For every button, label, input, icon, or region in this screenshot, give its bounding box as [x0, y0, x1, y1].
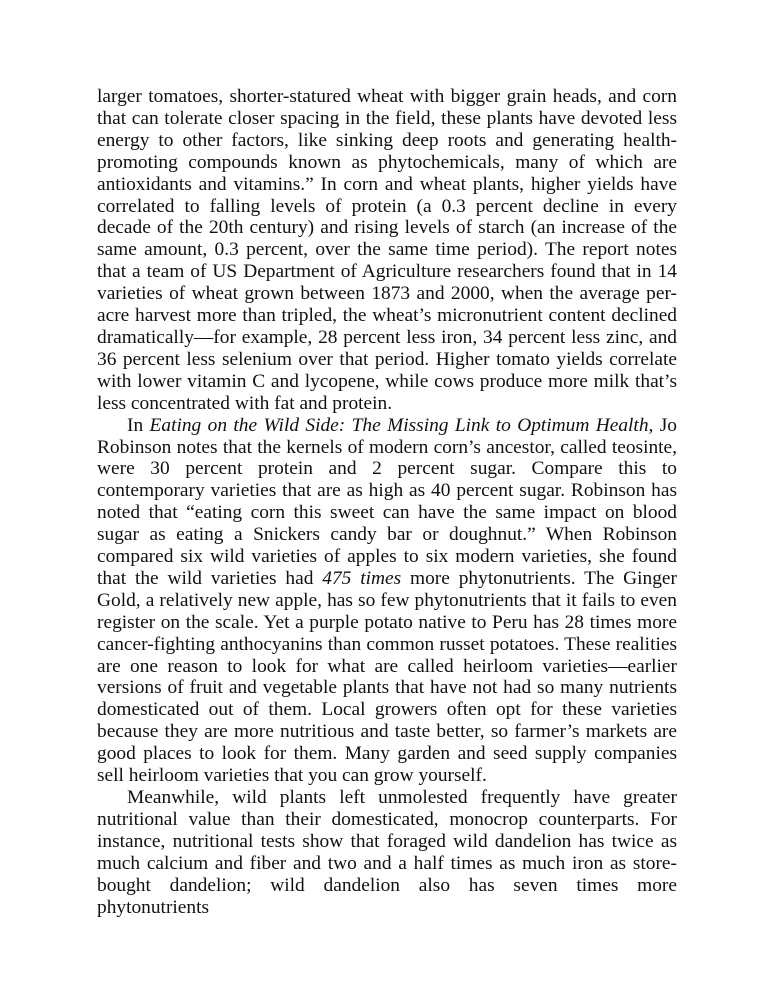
paragraph-2-text-a: In	[127, 414, 150, 436]
emphasis-475-times: 475 times	[322, 567, 402, 589]
paragraph-1-text: larger tomatoes, shorter-statured wheat with bigger grain heads, and corn that can tolerate closer spacing in the field, these plants have devoted less energy to other factors, like sinking deep roots and generating health-promoting compounds known as phytochemicals, many of which are antioxidants and vitamins.” In corn and wheat plants, higher yields have correlated to falling levels of protein (a 0.3 percent decline in every decade of the 20th century) and rising levels of starch (an increase of the same amount, 0.3 percent, over the same time period). The report notes that a team of US Department of Agriculture researchers found that in 14 varieties of wheat grown between 1873 and 2000, when the average per-acre harvest more than tripled, the wheat’s micronutrient content declined dramatically—for example, 28 percent less iron, 34 percent less zinc, and 36 percent less selenium over that period. Higher tomato yields correlate with lower vitamin C and lycopene, while cows produce more milk that’s less concentrated with fat and protein.	[97, 86, 677, 414]
book-title: Eating on the Wild Side: The Missing Link to Optimum Health,	[149, 414, 654, 436]
paragraph-1	[97, 86, 677, 415]
paragraph-2	[97, 415, 677, 787]
paragraph-3-text: Meanwhile, wild plants left unmolested frequently have greater nutritional value than their domesticated, monocrop counterparts. For instance, nutritional tests show that foraged wild dandelion has twice as much calcium and fiber and two and a half times as much iron as store-bought dandelion; wild dandelion also has seven times more phytonutrients	[97, 787, 677, 918]
paragraph-2-text-c: more phytonutrients. The Ginger Gold, a relatively new apple, has so few phytonutrients that it fails to even register on the scale. Yet a purple potato native to Peru has 28 times more cancer-fighting anthocyanins than common russet potatoes. These realities are one reason to look for what are called heirloom varieties—earlier versions of fruit and vegetable plants that have not had so many nutrients domesticated out of them. Local growers often opt for these varieties because they are more nutritious and taste better, so farmer’s markets are good places to look for them. Many garden and seed supply companies sell heirloom varieties that you can grow yourself.	[97, 567, 677, 787]
paragraph-2-text-b: Jo Robinson notes that the kernels of modern corn’s ancestor, called teosinte, were 30 percent protein and 2 percent sugar. Compare this to contemporary varieties that are as high as 40 percent sugar. Robinson has noted that “eating corn this sweet can have the same impact on blood sugar as eating a Snickers candy bar or doughnut.” When Robinson compared six wild varieties of apples to six modern varieties, she found that the wild varieties had	[97, 414, 677, 589]
page-body	[97, 86, 677, 918]
paragraph-3	[97, 787, 677, 918]
